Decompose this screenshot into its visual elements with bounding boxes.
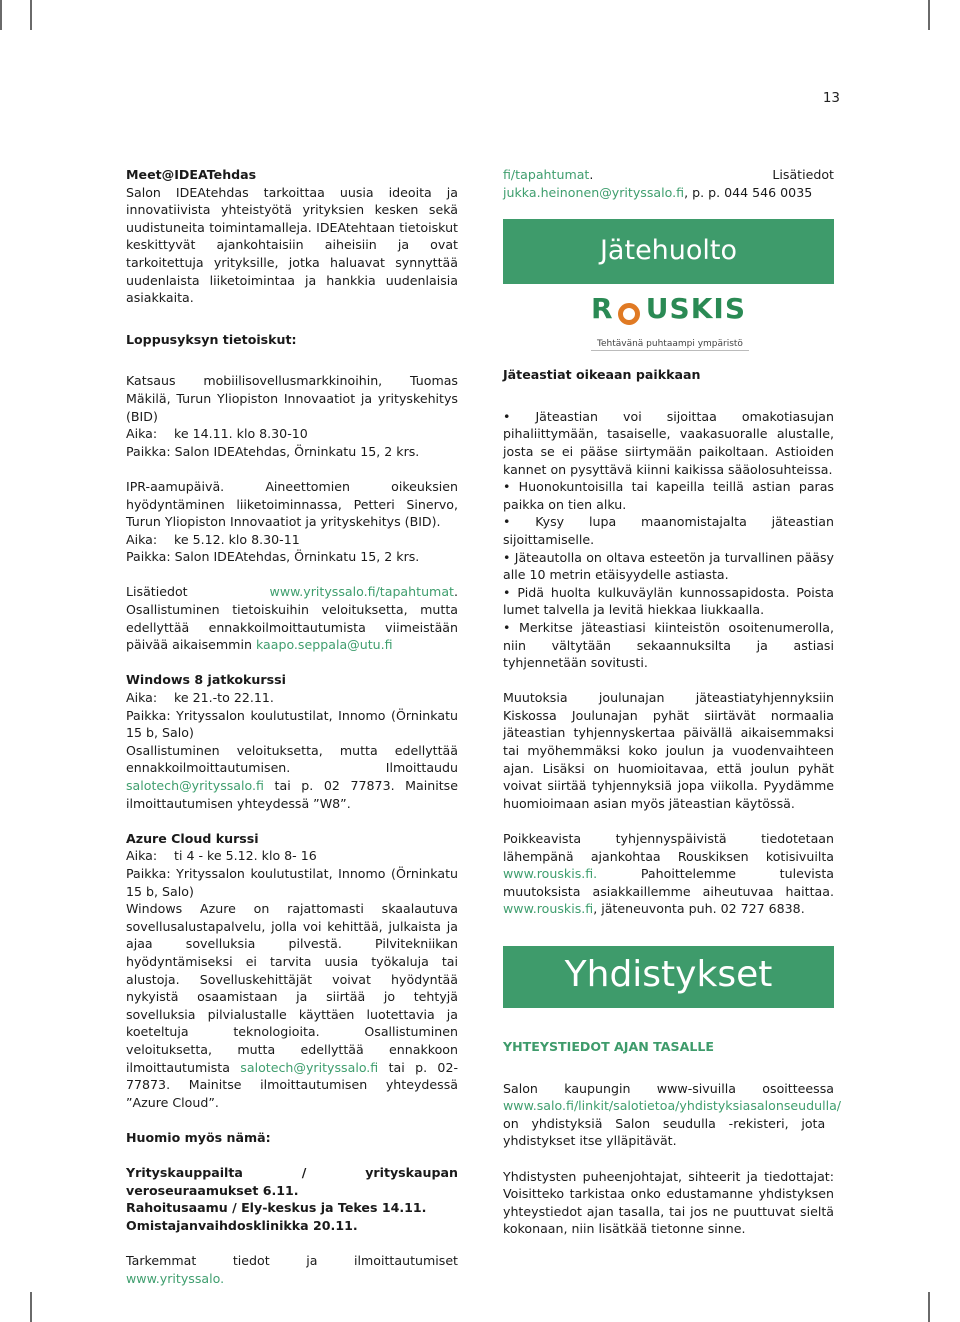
windows-text-post: tai p. 02 77873. Mainitse ilmoittautumisen yhteydessä ”W8”. <box>126 778 458 811</box>
poik-pre: Poikkeavista tyhjennyspäivistä tiedotetaan lähempänä ajankohtaa Rouskiksen kotisivuilta <box>503 831 834 864</box>
huomio-line-3: Omistajanvaihdosklinikka 20.11. <box>126 1217 358 1233</box>
meet-title: Meet@IDEATehdas <box>126 167 257 182</box>
yhteystiedot-paragraph-1 <box>503 1080 842 1150</box>
tarkemmat-paragraph <box>126 1252 458 1287</box>
yht-p1-pre: Salon kaupungin www-sivuilla osoitteessa <box>503 1080 834 1096</box>
windows-text <box>126 742 458 812</box>
list-item: • Huonokuntoisilla tai kapeilla teillä astian paras paikka on tien alku. <box>503 479 834 512</box>
azure-time <box>126 847 458 865</box>
lisatiedot-pre: Lisätiedot <box>126 584 270 600</box>
crop-mark-bottom-left <box>30 1292 32 1322</box>
windows-text-pre: Osallistuminen veloituksetta, mutta edellyttää ennakkoilmoittautumisen. Ilmoittaudu <box>126 742 458 776</box>
huomio-title: Huomio myös nämä: <box>126 1129 271 1145</box>
event2-time-label: Aika: <box>126 531 158 547</box>
windows-title: Windows 8 jatkokurssi <box>126 672 286 688</box>
yhdistykset-banner: Yhdistykset <box>503 946 834 1008</box>
jateastiat-list <box>503 408 834 672</box>
windows-time-label: Aika: <box>126 690 158 706</box>
windows-time <box>126 689 458 707</box>
poikkeavista-paragraph <box>503 830 834 918</box>
azure-title: Azure Cloud kurssi <box>126 830 259 846</box>
crop-mark-bottom-right <box>928 1292 930 1322</box>
muutoksia-paragraph: Muutoksia joulunajan jäteastiatyhjennyksiin Kiskossa Joulunajan pyhät siirtävät normaalia jäteastian tyhjennyskertaa päivällä aikaisemmaksi tai myöhemmäksi koko joulun ja vuodenvaihteen ajan. Lisäksi on huomioitavaa, että joulun pyhät voivat siirtää tyhjennyksiä jopa viikolla. Pyydämme huomioimaan asian myös jäteastian käytössä. <box>503 690 834 811</box>
event2-time <box>126 531 458 549</box>
lisatiedot-paragraph <box>126 583 458 653</box>
right-column <box>503 166 842 1238</box>
list-item: • Kysy lupa maanomistajalta jäteastian sijoittamiselle. <box>503 514 834 547</box>
yrityssalo-link[interactable]: www.yrityssalo. <box>126 1270 225 1286</box>
event1-time-label: Aika: <box>126 426 158 442</box>
yhteystiedot-paragraph-2: Yhdistysten puheenjohtajat, sihteerit ja tiedottajat: Voisitteko tarkistaa onko edustamanne yhdistyksen yhteystiedot ajan tasalla, tai jos ne puuttuvat sieltä kokonaan, niin lisätkää tietonne sinne. <box>503 1168 834 1237</box>
continued-mid: . Lisätiedot <box>589 167 834 182</box>
page-number: 13 <box>822 90 840 106</box>
list-item: • Jäteastian voi sijoittaa omakotiasujan pihaliittymään, tasaiselle, vaakasuoralle alustalle, josta se ei pääse siirtymään paikoltaan. Astioiden kannet on pysyttävä kiinni kaikissa sääolosuhteissa. <box>503 408 834 477</box>
lisatiedot-mid: . Osallistuminen tietoiskuihin veloituksetta, mutta edellyttää ennakkoilmoittautumista viimeistään päivää aikaisemmin <box>126 584 458 653</box>
windows-time-value: ke 21.-to 22.11. <box>174 690 274 706</box>
continued-post: , p. p. 044 546 0035 <box>684 184 813 200</box>
left-column <box>126 166 458 1287</box>
tapahtumat-link[interactable]: www.yrityssalo.fi/tapahtumat <box>269 584 454 600</box>
rouskis-tagline: Tehtävänä puhtaampi ympäristö <box>597 339 743 350</box>
yhteystiedot-title: YHTEYSTIEDOT AJAN TASALLE <box>503 1039 714 1054</box>
list-item: • Jäteautolla on oltava esteetön ja turvallinen pääsy alle 10 metrin etäisyydelle astiasta. <box>503 549 834 583</box>
logo-divider <box>591 350 749 351</box>
poik-mid: Pahoittelemme tulevista muutoksista asiakkaillemme aiheutuvaa haittaa. <box>503 866 834 899</box>
event1-place: Paikka: Salon IDEAtehdas, Örninkatu 15, 2 krs. <box>126 443 420 459</box>
jukka-email-link[interactable]: jukka.heinonen@yrityssalo.fi <box>503 184 685 200</box>
jatehuolto-banner: Jätehuolto <box>503 219 834 284</box>
azure-time-value: ti 4 - ke 5.12. klo 8- 16 <box>174 848 317 864</box>
event2-place: Paikka: Salon IDEAtehdas, Örninkatu 15, 2 krs. <box>126 549 420 565</box>
crop-mark-top-right <box>928 0 930 30</box>
continued-links <box>503 166 834 201</box>
azure-text-pre: Windows Azure on rajattomasti skaalautuva sovellusalustapalvelu, jolla voi kehittää, julkaista ja ajaa sovelluksia pilvestä. Pilvitekniikan hyödyntämiseksi ei tarvita uusia työkaluja tai alustoja. Sovelluskehittäjät voivat hyödyntää nykyistä osaamistaan ja siirtää jo tehtyjä sovelluksia pilvialustalle käyttäen luotettavia ja koeteltuja teknologioita. Osallistuminen veloituksetta, mutta edellyttää ennakkoon ilmoittautumista <box>126 901 458 1075</box>
list-item: • Pidä huolta kulkuväylän kunnossapidosta. Poista lumet talvella ja levitä hiekkaa liukkaalla. <box>503 584 834 618</box>
rouskis-link-2[interactable]: www.rouskis.fi <box>503 901 594 917</box>
rouskis-link-1[interactable]: www.rouskis.fi. <box>503 866 598 882</box>
azure-text <box>126 900 458 1111</box>
crop-mark-top-left <box>0 0 2 30</box>
kaapo-email-link[interactable]: kaapo.seppala@utu.fi <box>255 637 393 653</box>
azure-text-post: tai p. 02-77873. Mainitse ilmoittautumisen yhteydessä ”Azure Cloud”. <box>126 1059 458 1110</box>
poik-post: , jäteneuvonta puh. 02 727 6838. <box>593 901 805 917</box>
loppusyksy-title: Loppusyksyn tietoiskut: <box>126 331 297 347</box>
rouskis-wordmark: R USKIS <box>591 292 746 326</box>
windows-email-link[interactable]: salotech@yrityssalo.fi <box>126 778 264 793</box>
event1-text: Katsaus mobiilisovellusmarkkinoihin, Tuomas Mäkilä, Turun Yliopiston Innovaatiot ja yrityskehitys (BID) <box>126 373 458 424</box>
azure-time-label: Aika: <box>126 848 158 864</box>
event1-time-value: ke 14.11. klo 8.30-10 <box>174 426 308 442</box>
rouskis-logo <box>591 292 749 354</box>
tapahtumat-link-continued[interactable]: fi/tapahtumat <box>503 167 590 182</box>
windows-place: Paikka: Yrityssalon koulutustilat, Innomo (Örninkatu 15 b, Salo) <box>126 707 458 741</box>
jateastiat-title: Jäteastiat oikeaan paikkaan <box>503 367 701 383</box>
event2-text: IPR-aamupäivä. Aineettomien oikeuksien hyödyntäminen liiketoiminnassa, Petteri Sinervo, Turun Yliopiston Innovaatiot ja yrityskehitys (BID). <box>126 478 458 530</box>
event1-time <box>126 425 458 443</box>
azure-place: Paikka: Yrityssalon koulutustilat, Innomo (Örninkatu 15 b, Salo) <box>126 865 458 899</box>
azure-email-link[interactable]: salotech@yrityssalo.fi <box>240 1059 379 1075</box>
salo-yhdistykset-link[interactable]: www.salo.fi/linkit/salotietoa/yhdistyksiasalonseudulla/ <box>503 1098 842 1114</box>
yht-p1-post: on yhdistyksiä Salon seudulla -rekisteri, jota yhdistykset itse ylläpitävät. <box>503 1115 826 1149</box>
huomio-line-2: Rahoitusaamu / Ely-keskus ja Tekes 14.11. <box>126 1200 427 1216</box>
huomio-line-1: Yrityskauppailta / yrityskaupan veroseuraamukset 6.11. <box>126 1165 458 1198</box>
crop-mark-top-left-2 <box>30 0 32 30</box>
list-item: • Merkitse jäteastiasi kiinteistön osoitenumerolla, niin vältytään sekaannuksilta ja astiasi tyhjennetään sovitusti. <box>503 619 834 671</box>
event2-time-value: ke 5.12. klo 8.30-11 <box>174 531 300 547</box>
tarkemmat-pre: Tarkemmat tiedot ja ilmoittautumiset <box>126 1253 458 1269</box>
meet-text: Salon IDEAtehdas tarkoittaa uusia ideoita ja innovatiivista yhteistyötä yrityksien kesken sekä uudistuneita toimintamalleja. IDEAtehtaan tietoiskut keskittyvät ajankohtaisiin aiheisiin ja ovat tarkoitettuja yrityksille, jotka haluavat synnyttää uudenlaista liiketoimintaa ja hankkia uudenlaisia asiakkaita. <box>126 184 458 306</box>
